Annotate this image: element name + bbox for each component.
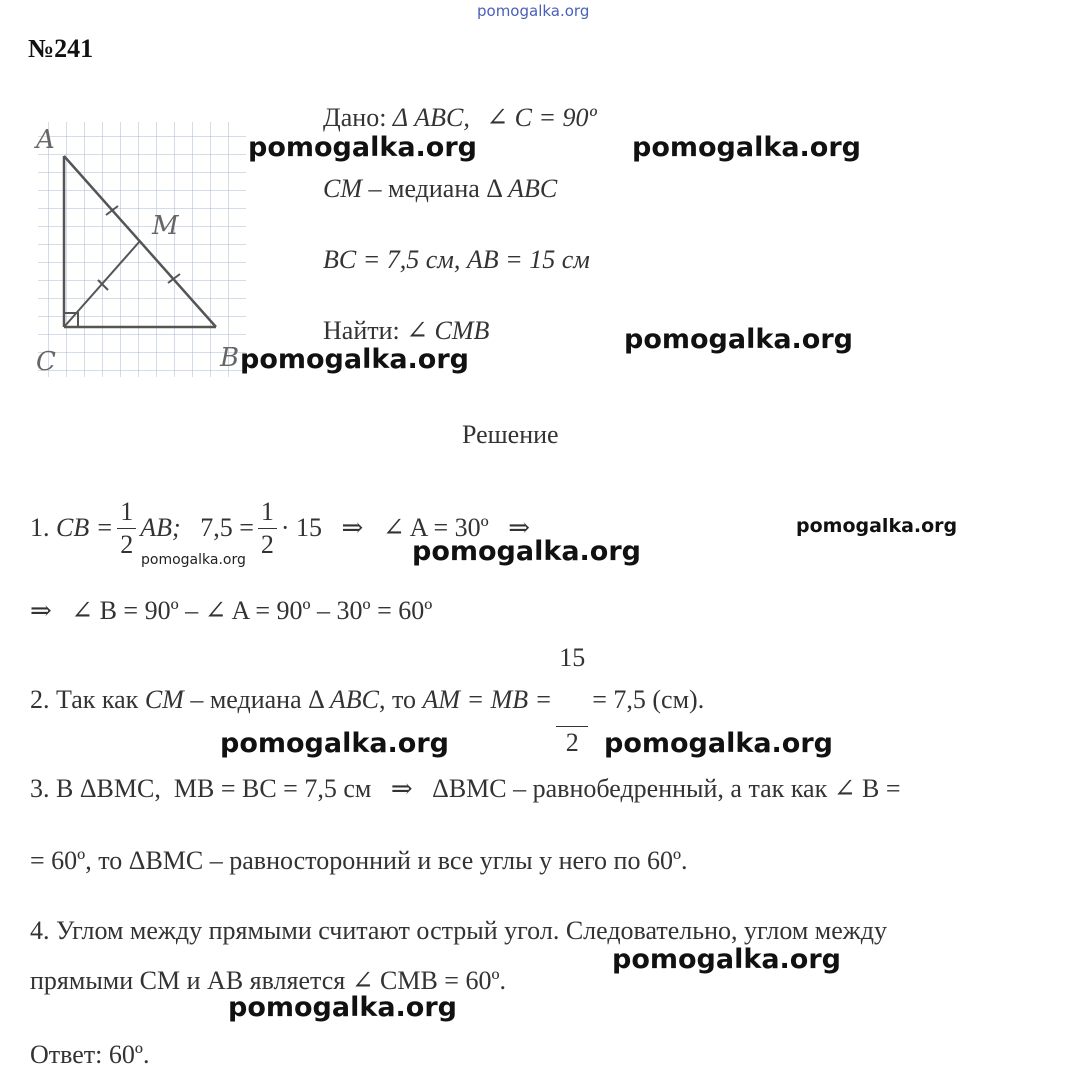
watermark: pomogalka.org [228, 992, 457, 1023]
given-median-text: – медиана Δ [362, 174, 509, 203]
watermark: pomogalka.org [141, 552, 246, 568]
step-3b: = 60º, то ΔBMC – равносторонний и все углы у него по 60º. [30, 846, 688, 875]
step-1-num: 1. [30, 513, 50, 542]
watermark: pomogalka.org [796, 515, 958, 537]
find-line [323, 316, 489, 346]
answer: Ответ: 60º. [30, 1040, 150, 1069]
given-angle: ∠ C = 90º [486, 103, 597, 132]
frac1-den: 2 [117, 528, 136, 558]
triangle-figure [30, 100, 250, 385]
fraction-one-half-b [258, 496, 277, 559]
frac3-num: 15 [559, 642, 586, 672]
site-watermark-top: pomogalka.org [477, 2, 590, 20]
step-4a: 4. Углом между прямыми считают острый угол. Следовательно, углом между [30, 916, 887, 945]
watermark: pomogalka.org [248, 132, 477, 163]
given-line-1 [323, 103, 597, 133]
frac2-den: 2 [258, 528, 277, 558]
watermark: pomogalka.org [240, 344, 469, 375]
step-2-start: 2. Так как [30, 685, 145, 714]
label-c: C [36, 347, 56, 377]
step-2-abc: ABC [329, 685, 380, 714]
watermark: pomogalka.org [604, 728, 833, 759]
step-2-eq: AM = MB = [422, 685, 553, 714]
given-median-name: CM [323, 174, 362, 203]
step-1-rest: · 15 ⇒ ∠ A = 30º ⇒ [280, 513, 531, 542]
step-1-lhs: 7,5 = [200, 513, 254, 542]
step-1-ab: AB; [140, 513, 181, 542]
step-1-cb: CB = [56, 513, 114, 542]
step-2-mid: – медиана Δ [183, 685, 330, 714]
watermark: pomogalka.org [632, 132, 861, 163]
step-1b: ⇒ ∠ B = 90º – ∠ A = 90º – 30º = 60º [30, 596, 433, 625]
watermark: pomogalka.org [220, 728, 449, 759]
label-m: M [152, 211, 179, 241]
step-3a: 3. В ΔBMC, MB = BC = 7,5 см ⇒ ΔBMC – равнобедренный, а так как ∠ B = [30, 774, 901, 803]
solution-title: Решение [462, 420, 559, 449]
frac1-num: 1 [120, 496, 134, 526]
step-4b: прямыми CM и AB является ∠ CMB = 60º. [30, 966, 507, 995]
fraction-one-half-a [117, 496, 136, 559]
frac3-den: 2 [556, 726, 588, 756]
find-value: ∠ CMB [406, 316, 490, 345]
label-a: A [36, 125, 55, 155]
find-prefix: Найти: [323, 316, 400, 345]
watermark: pomogalka.org [612, 944, 841, 975]
problem-number: №241 [28, 34, 94, 63]
given-prefix: Дано: [323, 103, 387, 132]
frac2-num: 1 [260, 496, 274, 526]
label-b: B [220, 343, 240, 373]
given-lengths: BC = 7,5 см, AB = 15 см [323, 245, 590, 274]
step-2-to: , то [379, 685, 423, 714]
watermark: pomogalka.org [624, 324, 853, 355]
given-triangle: Δ ABC, [392, 103, 470, 132]
watermark: pomogalka.org [412, 536, 641, 567]
given-line-2 [323, 174, 557, 204]
step-2-end: = 7,5 (см). [592, 685, 705, 714]
given-median-tri: ABC [508, 174, 558, 203]
step-2-cm: CM [144, 685, 184, 714]
